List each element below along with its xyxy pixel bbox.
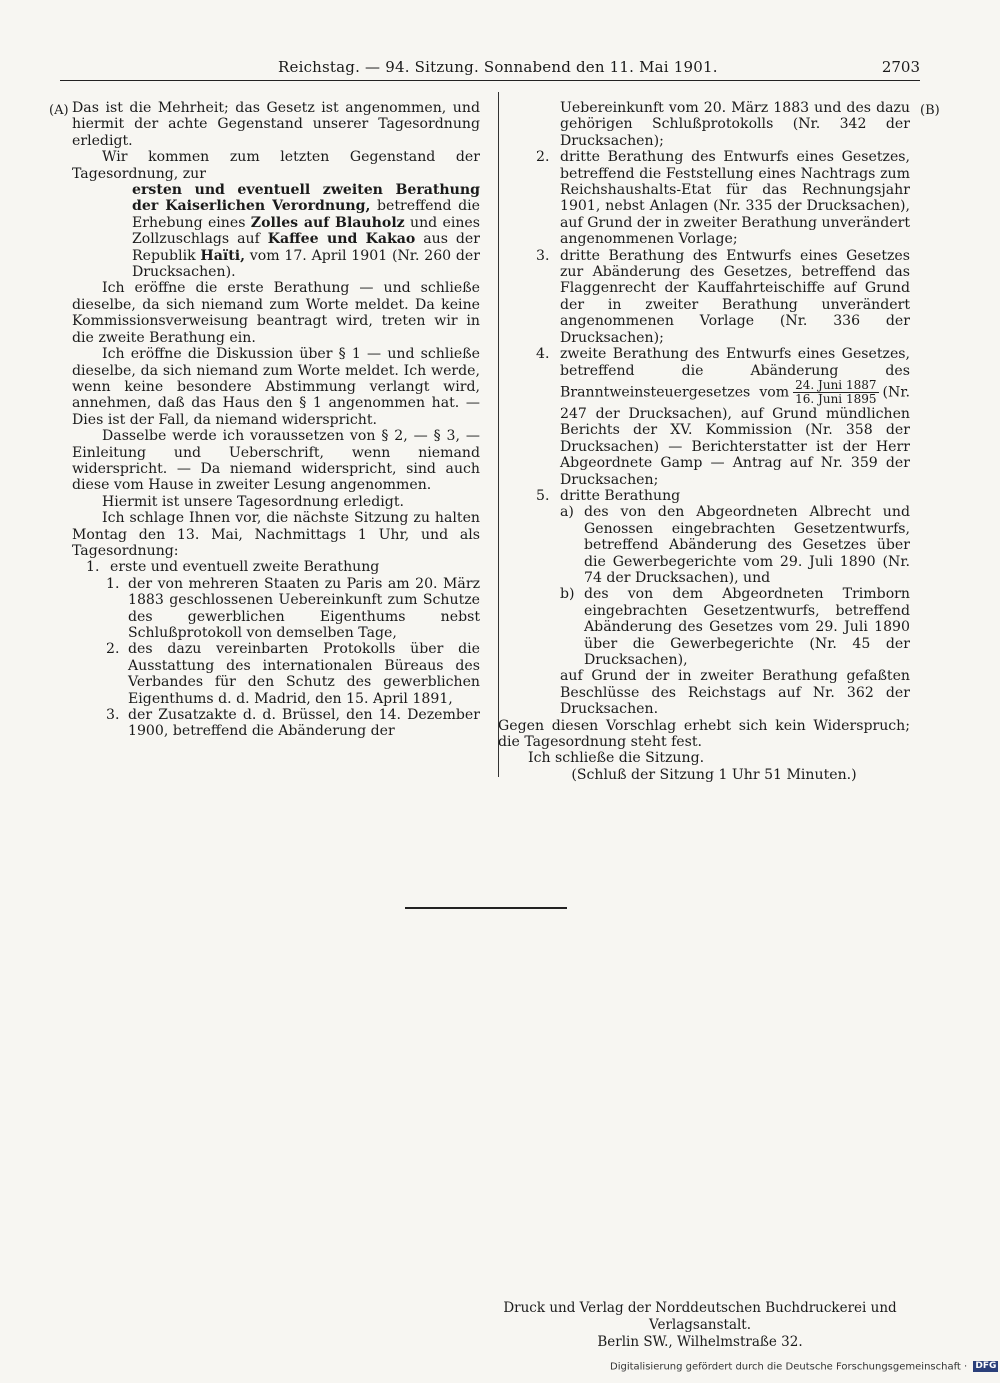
list-text: erste und eventuell zweite Berathung [110, 559, 380, 576]
bold-text: Zolles auf Blauholz [250, 214, 405, 231]
sub-list-label: a) [560, 504, 574, 521]
date-fraction [793, 379, 878, 406]
paragraph: Ich schlage Ihnen vor, die nächste Sitzung zu halten Montag den 13. Mai, Nachmittags 1 Uhr, und als Tagesordnung: [72, 510, 480, 559]
right-column [498, 100, 910, 783]
list-text: zweite Berathung des Entwurfs eines Gesetzes, betreffend die Abänderung des Branntweinsteuergesetzes vom [560, 346, 910, 401]
credit-text: Digitalisierung gefördert durch die Deutsche Forschungsgemeinschaft · [610, 1361, 968, 1373]
list-number: 1. [106, 575, 120, 592]
digitization-credit [610, 1361, 997, 1373]
paragraph: Ich eröffne die Diskussion über § 1 — und schließe dieselbe, da sich niemand zum Worte meldet. Ich werde, wenn keine besondere Abstimmung verlangt wird, annehmen, daß das Haus den § 1 angenommen hat. — Dies ist der Fall, da niemand widerspricht. [72, 346, 480, 428]
sub-list-text: des von den Abgeordneten Albrecht und Genossen eingebrachten Gesetzentwurfs, betreffend Abänderung des Gesetzes über die Gewerbegerichte vom 29. Juli 1890 (Nr. 74 der Drucksachen), und [584, 504, 910, 586]
list-number: 4. [536, 346, 550, 363]
paragraph: Wir kommen zum letzten Gegenstand der Tagesordnung, zur [72, 149, 480, 182]
list-text: der Zusatzakte d. d. Brüssel, den 14. Dezember 1900, betreffend die Abänderung der [128, 707, 480, 740]
bold-text: Kaffee und Kakao [267, 231, 416, 248]
list-item [518, 149, 910, 247]
sub-list-text: des von dem Abgeordneten Trimborn eingebrachten Gesetzentwurfs, betreffend Abänderung des Gesetzes vom 29. Juli 1890 über die Gewerbegerichte (Nr. 45 der Drucksachen), [584, 586, 910, 668]
column-divider [498, 92, 499, 777]
list-text: der von mehreren Staaten zu Paris am 20. März 1883 geschlossenen Uebereinkunft zum Schutze des gewerblichen Eigenthums nebst Schlußprotokoll von demselben Tage, [128, 575, 480, 641]
list-item [72, 641, 480, 707]
paragraph: auf Grund der in zweiter Berathung gefaßten Beschlüsse des Reichstags auf Nr. 362 der Drucksachen. [560, 668, 910, 718]
imprint-line: Berlin SW., Wilhelmstraße 32. [597, 1334, 803, 1350]
list-item [72, 707, 480, 740]
list-text: dritte Berathung des Entwurfs eines Gesetzes zur Abänderung des Gesetzes, betreffend das Flaggenrecht der Kauffahrteischiffe auf Grund der in zweiter Berathung unverändert angenommenen Vorlage (Nr. 336 der Drucksachen); [560, 247, 910, 346]
list-number: 3. [536, 247, 550, 264]
horizontal-rule [405, 907, 567, 909]
paragraph: Dasselbe werde ich voraussetzen von § 2, — § 3, — Einleitung und Ueberschrift, wenn niemand widerspricht. — Da niemand widerspricht, sind auch diese vom Hause in zweiter Lesung angenommen. [72, 428, 480, 494]
page-number: 2703 [881, 58, 920, 76]
list-item [518, 248, 910, 346]
left-column [72, 100, 480, 740]
list-number: 1. [86, 559, 100, 576]
list-text: des dazu vereinbarten Protokolls über die Ausstattung des internationalen Büreaus des Verbandes für den Schutz des gewerblichen Eigenthums d. d. Madrid, den 15. April 1891, [128, 641, 480, 707]
list-text: dritte Berathung des Entwurfs eines Gesetzes, betreffend die Feststellung eines Nachtrags zum Reichshaushalts-Etat für das Rechnungsjahr 1901, nebst Anlagen (Nr. 335 der Drucksachen), auf Grund der in zweiter Berathung unverändert angenommenen Vorlage; [560, 149, 910, 248]
paragraph: Gegen diesen Vorschlag erhebt sich kein Widerspruch; die Tagesordnung steht fest. [498, 717, 910, 751]
bold-text: ersten und eventuell zweiten Berathung der Kaiserlichen Verordnung, [132, 182, 480, 215]
page-header [60, 58, 920, 81]
bold-text: Haïti, [200, 247, 245, 264]
text: betreffend die Erhebung eines [132, 198, 481, 231]
sub-list-label: b) [560, 586, 575, 603]
list-item [72, 559, 480, 575]
session-end-note: (Schluß der Sitzung 1 Uhr 51 Minuten.) [571, 766, 857, 783]
fraction-top: 24. Juni 1887 [795, 377, 877, 392]
continued-text: Uebereinkunft vom 20. März 1883 und des dazu gehörigen Schlußprotokolls (Nr. 342 der Drucksachen); [560, 100, 910, 149]
running-title: Reichstag. — 94. Sitzung. Sonnabend den 11. Mai 1901. [278, 58, 718, 76]
margin-marker-b: (B) [920, 103, 940, 118]
list-item [72, 576, 480, 642]
fraction-bottom: 16. Juni 1895 [795, 391, 877, 406]
list-text: dritte Berathung [560, 487, 681, 504]
list-item [518, 488, 910, 504]
text: vom 17. April 1901 (Nr. 260 der Drucksachen). [132, 247, 481, 281]
paragraph: Das ist die Mehrheit; das Gesetz ist angenommen, und hiermit der achte Gegenstand unserer Tagesordnung erledigt. [72, 100, 480, 149]
text: aus der Republik [132, 231, 481, 264]
sub-list-item [518, 504, 910, 586]
list-item [518, 346, 910, 488]
imprint-line: Druck und Verlag der Norddeutschen Buchdruckerei und Verlagsanstalt. [503, 1300, 897, 1333]
list-number: 3. [106, 707, 120, 724]
paragraph: Ich eröffne die erste Berathung — und schließe dieselbe, da sich niemand zum Worte meldet. Da keine Kommissionsverweisung beantragt wird, treten wir in die zweite Berathung ein. [72, 280, 480, 346]
text: und eines Zollzuschlags auf [132, 214, 481, 248]
list-number: 2. [106, 641, 120, 658]
imprint [490, 1300, 910, 1351]
paragraph: Hiermit ist unsere Tagesordnung erledigt. [102, 493, 404, 510]
sub-list-item [518, 586, 910, 668]
paragraph: Ich schließe die Sitzung. [528, 750, 705, 767]
list-number: 2. [536, 149, 550, 166]
list-number: 5. [536, 487, 550, 504]
margin-marker-a: (A) [49, 103, 69, 118]
list-text: (Nr. 247 der Drucksachen), auf Grund mündlichen Berichts der XV. Kommission (Nr. 358 der Drucksachen) — Berichterstatter ist der Herr Abgeordnete Gamp — Antrag auf Nr. 359 der Drucksachen; [560, 384, 910, 488]
agenda-item-heading [132, 182, 480, 280]
dfg-logo-icon: DFG [975, 1361, 997, 1371]
